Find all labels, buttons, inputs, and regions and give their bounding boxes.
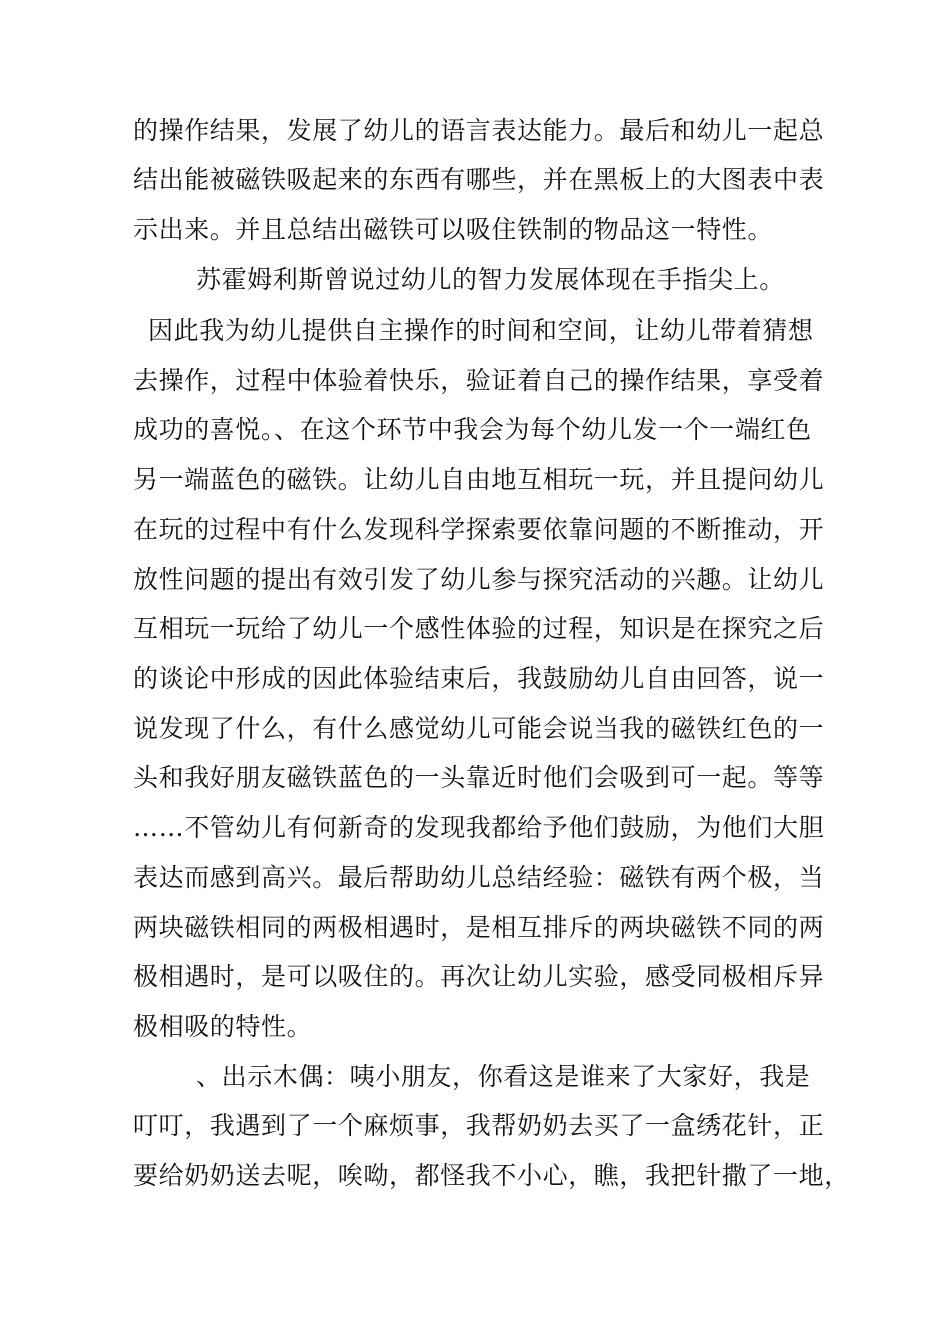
text-line: 表达而感到高兴。最后帮助幼儿总结经验：磁铁有两个极，当 bbox=[133, 863, 825, 892]
text-line: 叮叮，我遇到了一个麻烦事，我帮奶奶去买了一盒绣花针，正 bbox=[133, 1111, 825, 1140]
text-line: 的操作结果，发展了幼儿的语言表达能力。最后和幼儿一起总 bbox=[133, 116, 825, 145]
text-line: 互相玩一玩给了幼儿一个感性体验的过程，知识是在探究之后 bbox=[133, 614, 825, 643]
text-line: 两块磁铁相同的两极相遇时，是相互排斥的两块磁铁不同的两 bbox=[133, 913, 825, 942]
text-line: ……不管幼儿有何新奇的发现我都给予他们鼓励，为他们大胆 bbox=[133, 813, 825, 842]
text-line: 放性问题的提出有效引发了幼儿参与探究活动的兴趣。让幼儿 bbox=[133, 565, 825, 594]
text-line: 示出来。并且总结出磁铁可以吸住铁制的物品这一特性。 bbox=[133, 215, 774, 244]
text-line: 极相遇时，是可以吸住的。再次让幼儿实验，感受同极相斥异 bbox=[133, 962, 825, 991]
text-line: 头和我好朋友磁铁蓝色的一头靠近时他们会吸到可一起。等等 bbox=[133, 763, 825, 792]
text-line: 说发现了什么，有什么感觉幼儿可能会说当我的磁铁红色的一 bbox=[133, 714, 825, 743]
paragraph-first-line: 苏霍姆利斯曾说过幼儿的智力发展体现在手指尖上。 bbox=[196, 265, 785, 294]
text-line: 另一端蓝色的磁铁。让幼儿自由地互相玩一玩，并且提问幼儿 bbox=[133, 465, 825, 494]
text-line: 极相吸的特性。 bbox=[133, 1012, 313, 1041]
paragraph-first-line: 、出示木偶：咦小朋友，你看这是谁来了大家好，我是 bbox=[196, 1062, 811, 1091]
text-line: 成功的喜悦。、在这个环节中我会为每个幼儿发一个一端红色 bbox=[133, 415, 812, 444]
text-line: 要给奶奶送去呢，唉呦，都怪我不小心，瞧，我把针撒了一地， bbox=[133, 1161, 850, 1190]
text-line: 的谈论中形成的因此体验结束后，我鼓励幼儿自由回答，说一 bbox=[133, 664, 825, 693]
text-line: 在玩的过程中有什么发现科学探索要依靠问题的不断推动，开 bbox=[133, 515, 825, 544]
text-line: 因此我为幼儿提供自主操作的时间和空间，让幼儿带着猜想 bbox=[148, 316, 814, 345]
text-line: 去操作，过程中体验着快乐，验证着自己的操作结果，享受着 bbox=[133, 366, 825, 395]
text-line: 结出能被磁铁吸起来的东西有哪些，并在黑板上的大图表中表 bbox=[133, 165, 825, 194]
